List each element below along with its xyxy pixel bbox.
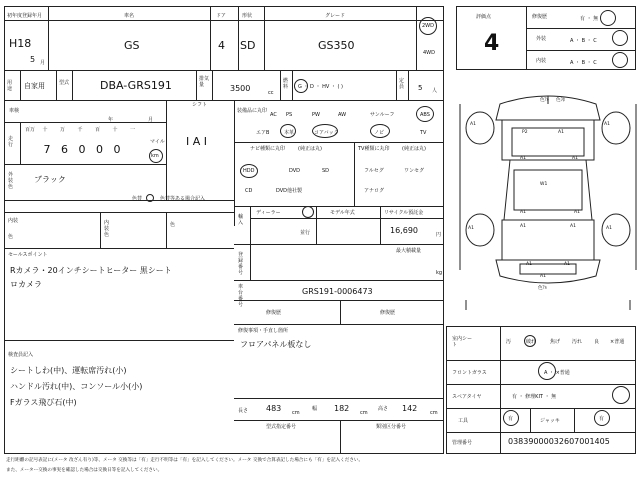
odometer-digit-label: 十 [112, 127, 118, 133]
diagram-mark: A1 [558, 130, 564, 135]
doors: 4 [218, 39, 225, 52]
interior-selected-circle [612, 52, 628, 68]
odometer-digit: 7 [43, 143, 51, 156]
equipment-item: コアバック [314, 130, 339, 136]
tv-note: (純正は丸) [402, 146, 426, 152]
odometer-label: 走行 [8, 136, 14, 148]
selling-point-1: Rカメラ・20インチシートヒーター 黒シート [10, 266, 172, 275]
equipment-item: PS [286, 112, 293, 118]
seat-option: 破れ [526, 339, 537, 345]
km-unit: km [151, 153, 159, 159]
footer-line-1: 走行距離の記号表記に(メータ 改ざん有り)等、メータ 交換等は「有」走行不明等は「有」を記入してください。メータ 交換で合算表記した場合にも「有」を記入ください。 [6, 458, 364, 463]
interior-options: A ・ B ・ C [570, 60, 597, 66]
diagram-mark: A1 [572, 156, 578, 161]
equipment-item: AW [338, 112, 347, 118]
seats-label: 定員 [399, 78, 405, 90]
management-number: 03839000032607001405 [508, 437, 610, 446]
length-label: 長さ [238, 408, 249, 414]
cc-unit: cc [268, 90, 274, 96]
glass-label: フロントガラス [452, 370, 487, 376]
reg-year-label: 初年度登録年月 [7, 13, 43, 19]
equipment-item: PW [312, 112, 320, 118]
inspection-month-unit: 月 [148, 117, 154, 123]
tv-analog: アナログ [364, 188, 385, 194]
seat-selected-circle [524, 335, 536, 347]
reg-number-label: 登録番号 [238, 252, 244, 276]
diagram-mark: A1 [520, 224, 526, 229]
nav-label: ナビ種類に丸印 [250, 146, 286, 152]
score-label: 評価点 [476, 14, 492, 20]
exterior-options: A ・ B ・ C [570, 38, 597, 44]
body-label: 形状 [242, 13, 253, 19]
model-year-label: モデル年式 [330, 210, 355, 216]
diagram-mark: W1 [540, 182, 548, 187]
equipment-item: AC [270, 112, 277, 118]
car-name: GS [124, 39, 140, 52]
odometer-digit: 0 [78, 143, 86, 156]
reg-year: H18 [9, 37, 32, 50]
recycle-unit: 円 [436, 232, 442, 238]
equipment-selected-circle [280, 124, 296, 138]
odometer-digit-label: 十 [42, 127, 48, 133]
nav-sd: SD [322, 168, 330, 174]
inspector-note-3: Fガラス飛び石(中) [10, 398, 77, 407]
import-label: 輸入 [238, 214, 244, 226]
interior-score-label: 内装 [536, 58, 547, 64]
interior-color-label-2: 色 [170, 222, 176, 228]
seat-option: ×普通 [610, 339, 625, 345]
spare-options: 有 ・ 修理KIT ・ 無 [512, 394, 557, 400]
equipment-label: 装備品に丸印 [237, 108, 268, 114]
score-value: 4 [484, 31, 500, 56]
odometer-digit-label: 百万 [25, 127, 36, 133]
diagram-mark: A1 [526, 262, 532, 267]
jack-options: 有 [599, 416, 605, 422]
tv-one: ワンセグ [404, 168, 425, 174]
diagram-mark: A1 [604, 122, 610, 127]
odometer-digit: 0 [113, 143, 121, 156]
reg-month: 5 [30, 55, 36, 64]
spare-selected-circle [612, 386, 630, 404]
displacement-label: 排気量 [199, 76, 210, 88]
odometer-digit: 6 [61, 143, 68, 156]
equipment-item: ノビ [374, 130, 385, 136]
max-load-unit: kg [436, 270, 443, 276]
inspector-note-2: ハンドル汚れ(中)、コンソール小(小) [10, 382, 143, 391]
fuel-options: G ・ D ・ HV ・ ( ) [298, 84, 343, 90]
certified-label: 型式指定番号 [266, 424, 297, 430]
exterior-label: 外装色 [8, 172, 14, 190]
diagram-mark: 色ｱﾙ [538, 286, 547, 291]
interior-label: 内装 [8, 218, 19, 224]
diagram-mark: 色ｱﾙ [540, 98, 549, 103]
odometer-digit-label: 百 [95, 127, 101, 133]
width-unit: cm [360, 410, 368, 416]
same-color: 色替 [132, 196, 143, 202]
repair-options: 有 ・ 無 [580, 16, 599, 22]
equipment-item: サンルーフ [370, 112, 395, 118]
repair-history: フロアパネル板なし [240, 340, 312, 349]
diagram-mark: A1 [606, 226, 612, 231]
fuel-label: 燃料 [283, 78, 289, 90]
grade: GS350 [318, 39, 355, 52]
usage-label: 用途 [7, 80, 13, 92]
repair-label-2: 修復歴 [380, 310, 396, 316]
selling-points-label: セールスポイント [8, 252, 48, 258]
height-unit: cm [430, 410, 438, 416]
seat-option: 良 [594, 339, 600, 345]
exterior-selected-circle [612, 30, 628, 46]
seats-unit: 人 [432, 88, 438, 94]
shift-label: シフト [192, 102, 208, 108]
equipment-item: 本革 [284, 130, 295, 136]
nav-note: (純正は丸) [298, 146, 322, 152]
recycle-value: 16,690 [390, 226, 418, 235]
repair-history-label: 修復事項・手直し箇所 [238, 328, 289, 334]
tools-label: 工具 [458, 418, 469, 424]
height-label: 高さ [378, 406, 389, 412]
recycle-label: リサイクル預託金 [384, 210, 424, 216]
diagram-mark: A1 [468, 226, 474, 231]
interior-panel: 内装色 [104, 220, 110, 238]
inspector-note-1: シートしわ(中)、運転席汚れ(小) [10, 366, 127, 375]
displacement: 3500 [230, 84, 251, 93]
diagram-mark: A1 [564, 262, 570, 267]
equipment-selected-circle [370, 124, 390, 138]
mile-label: マイル [150, 139, 165, 145]
model-label: 型式 [59, 80, 70, 86]
spare-label: スペアタイヤ [452, 394, 482, 400]
same-color-circle [146, 194, 154, 202]
model: DBA-GRS191 [100, 79, 172, 92]
car-name-label: 車名 [124, 13, 135, 19]
height: 142 [402, 404, 418, 413]
diagram-mark: P2 [522, 130, 528, 135]
nav-cd: CD [245, 188, 253, 194]
tv-full: フルセグ [364, 168, 384, 174]
shift: I A I [186, 135, 208, 148]
equipment-item: TV [420, 130, 427, 136]
body-type: SD [240, 39, 256, 52]
dealer-circle [302, 206, 314, 218]
odometer-digit-label: 一 [130, 127, 136, 133]
width-label: 幅 [312, 406, 318, 412]
tv-label: TV種類に丸印 [358, 146, 390, 152]
repair-history-score-label: 修復歴 [532, 14, 548, 20]
grade-label: グレード [325, 13, 346, 19]
odometer-digit-label: 万 [60, 127, 66, 133]
nav-hdd: HDD [243, 168, 255, 174]
repair-selected-circle [600, 10, 616, 26]
glass-options: A ・ ×普通 [544, 370, 570, 376]
equipment-selected-circle [416, 106, 434, 122]
chassis-number: GRS191-0006473 [302, 287, 373, 296]
equipment-item: エアB [256, 130, 270, 136]
interior-color-label: 色 [8, 234, 14, 240]
length: 483 [266, 404, 282, 413]
seats: 5 [418, 84, 423, 92]
usage: 自家用 [24, 82, 45, 90]
diagram-mark: 色ﾗﾎ [556, 98, 565, 103]
selling-point-2: ロカメラ [10, 280, 42, 289]
doors-label: ドア [216, 13, 226, 19]
class-label: 類別区分番号 [376, 424, 407, 430]
management-label: 管理番号 [452, 440, 473, 446]
drive-2wd: 2WD [422, 23, 434, 29]
exterior-note: 色替等ある場合記入 [160, 196, 206, 202]
odometer-digit-label: 千 [77, 127, 83, 133]
diagram-mark: A1 [570, 224, 576, 229]
nav-dvd: DVD [289, 168, 301, 174]
inspector-notes-label: 検査員記入 [8, 352, 34, 358]
seat-label: 室内シート [452, 336, 473, 348]
exterior-color: ブラック [34, 175, 66, 184]
drive-4wd: 4WD [423, 50, 435, 56]
diagram-mark: A1 [520, 156, 526, 161]
repair-label-1: 修復歴 [266, 310, 282, 316]
dealer-label: ディーラー [256, 210, 281, 216]
chassis-label: 車台番号 [238, 284, 244, 308]
equipment-item: ABS [420, 112, 430, 118]
exterior-score-label: 外装 [536, 36, 547, 42]
seat-option: 汚 [506, 339, 512, 345]
jack-label: ジャッキ [540, 418, 560, 424]
width: 182 [334, 404, 350, 413]
footer-line-2: また、メーター交換の事実を確認した場合は交換日等を記入してください。 [6, 468, 163, 473]
length-unit: cm [292, 410, 300, 416]
inspection-year-unit: 年 [108, 117, 114, 123]
odometer-digit: 0 [96, 143, 103, 156]
parallel-label: 並行 [300, 230, 311, 236]
diagram-mark: A1 [520, 210, 526, 215]
diagram-mark: A1 [470, 122, 476, 127]
diagram-mark: A1 [540, 274, 546, 279]
tools-options: 有 [508, 416, 514, 422]
seat-option: 汚れ [572, 339, 583, 345]
max-load-label: 最大積載量 [396, 248, 422, 254]
month-unit: 月 [40, 60, 46, 66]
seat-option: 焦げ [550, 339, 561, 345]
inspection-label: 車検 [9, 108, 20, 114]
diagram-mark: A1 [574, 210, 580, 215]
equipment-selected-circle [312, 124, 338, 138]
nav-other: DVD他社製 [276, 188, 303, 194]
